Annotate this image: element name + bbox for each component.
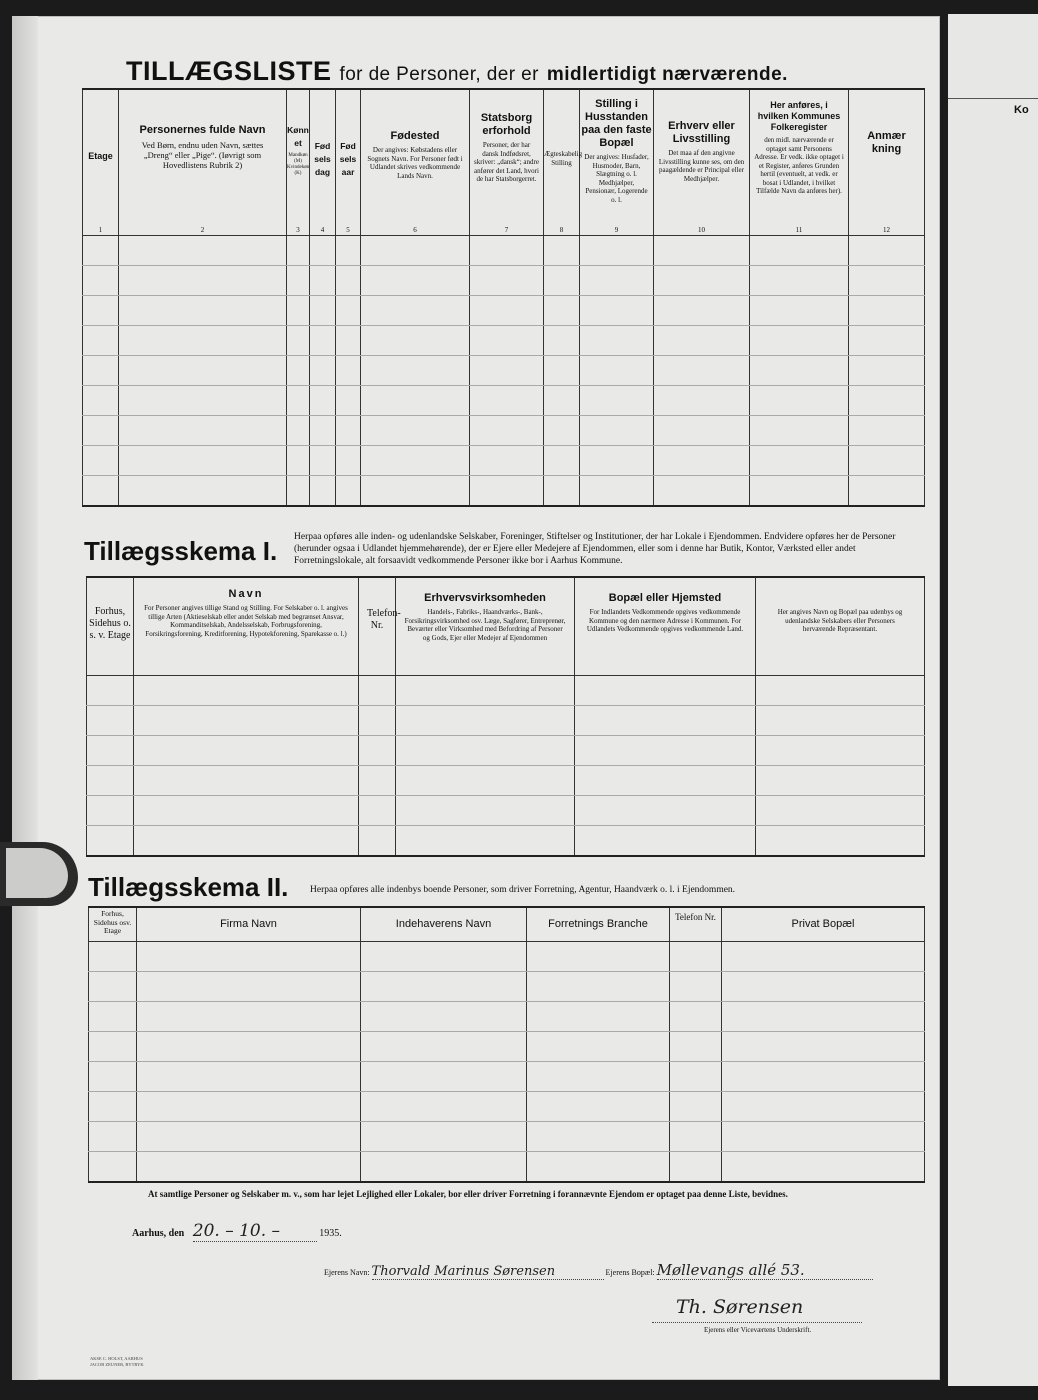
- s1-col-erhverv: Erhvervsvirksomheden Handels-, Fabriks-, Haandværks-, Bank-, Forsikringsvirksomhed osv. Læge, Sagfører, Entreprenør, Beværter eller Virksomhed med Befordring af Personer og Gods, Ejer eller Medejer af Ejendommen: [396, 577, 575, 675]
- signature: Th. Sørensen: [676, 1296, 804, 1318]
- s2-col-bopael: Privat Bopæl: [722, 907, 925, 941]
- s1-col-repraesentant: Her angives Navn og Bopæl paa udenbys og udenlandske Selskabers eller Personers herværende Repræsentant.: [756, 577, 925, 675]
- skema2-intro: Herpaa opføres alle indenbys boende Personer, som driver Forretning, Agentur, Haandværk o. l. i Ejendommen.: [310, 885, 736, 895]
- skema2-title: Tillægsskema II.: [88, 872, 289, 902]
- col-foedselsaar: Fødselsaar 5: [336, 89, 361, 235]
- year-label: 1935.: [319, 1228, 342, 1239]
- table-row[interactable]: [83, 235, 925, 265]
- table-row[interactable]: [87, 765, 925, 795]
- date-line: [132, 1221, 342, 1242]
- s2-col-firma: Firma Navn: [137, 907, 361, 941]
- table-row[interactable]: [89, 1061, 925, 1091]
- table-row[interactable]: [89, 971, 925, 1001]
- col-foedested: Fødested Der angives: Købstadens eller Sognets Navn. For Personer født i Udlandet skrives vedkommende Lands Navn. 6: [361, 89, 470, 235]
- col-stilling: Stilling i Husstanden paa den faste Bopæl Der angives: Husfader, Husmoder, Barn, Slægtning o. l. Medhjælper, Pensionær, Logerende o. l. 9: [580, 89, 654, 235]
- owner-name-label: Ejerens Navn:: [324, 1268, 370, 1277]
- col-erhverv: Erhverv eller Livsstilling Det maa af den angivne Livsstilling kunne ses, om den paagældende er Principal eller Medhjælper. 10: [654, 89, 750, 235]
- col-navn: Personernes fulde Navn Ved Børn, endnu uden Navn, sættes „Dreng“ eller „Pige“. (Iøvrigt som Hovedlistens Rubrik 2) 2: [119, 89, 287, 235]
- col-folkeregister: Her anføres, i hvilken Kommunes Folkeregister den midl. nærværende er optaget samt Personens Adresse. Er vedk. ikke optaget i et Register, anføres Grunden hertil (eventuelt, at vedk. er bosat i Udlandet, i hvilket Tilfælde Navn da anføres her). 11: [750, 89, 849, 235]
- table-row[interactable]: [87, 705, 925, 735]
- s2-col-indehaver: Indehaverens Navn: [361, 907, 527, 941]
- s2-col-etage: Forhus, Sidehus osv. Etage: [89, 907, 137, 941]
- skema1-title: Tillægsskema I.: [84, 536, 278, 566]
- table-row[interactable]: [83, 385, 925, 415]
- table-row[interactable]: [89, 1091, 925, 1121]
- s1-col-navn: Navn For Personer angives tillige Stand og Stilling. For Selskaber o. l. angives tillige Arten (Aktieselskab eller andet Selskab med begrænset Ansvar, Kommanditselskab, Andelsselskab, Forbrugsforening, Forsikringsforening, Kreditforening, Hypotekforening, Sparekasse o. l.): [134, 577, 359, 675]
- s1-col-bopael: Bopæl eller Hjemsted For Indlandets Vedkommende opgives vedkommende Kommune og den nærmere Adresse i Kommunen. For Udlandets Vedkommende opgives vedkommende Land.: [575, 577, 756, 675]
- table-row[interactable]: [87, 735, 925, 765]
- col-statsborger: Statsborgerforhold Personer, der har dansk Indfødsret, skriver: „dansk“; andre anfører det Land, hvori de har Statsborgerret. 7: [470, 89, 544, 235]
- table-row[interactable]: [83, 295, 925, 325]
- signature-line: [652, 1322, 862, 1323]
- signature-label: Ejerens eller Viceværtens Underskrift.: [704, 1326, 812, 1334]
- table-row[interactable]: [89, 1031, 925, 1061]
- title-rest: for de Personer, der er: [339, 64, 539, 85]
- table-row[interactable]: [87, 825, 925, 856]
- adjacent-page-fragment: Ko: [1014, 104, 1029, 116]
- page-title: [126, 56, 788, 87]
- table-row[interactable]: [83, 415, 925, 445]
- owner-name: Thorvald Marinus Sørensen: [372, 1264, 604, 1280]
- col-aegteskab: Ægteskabelig Stilling 8: [544, 89, 580, 235]
- table-row[interactable]: [89, 1001, 925, 1031]
- table-row[interactable]: [87, 675, 925, 705]
- date-handwritten: 20. – 10. –: [193, 1221, 317, 1242]
- table-row[interactable]: [89, 941, 925, 971]
- table-row[interactable]: [83, 265, 925, 295]
- table-row[interactable]: [89, 1151, 925, 1182]
- table-row[interactable]: [83, 475, 925, 506]
- owner-address: Møllevangs allé 53.: [657, 1261, 873, 1280]
- s1-col-etage: Forhus, Sidehus o. s. v. Etage: [87, 577, 134, 675]
- title-main: TILLÆGSLISTE: [126, 56, 332, 86]
- owner-address-label: Ejerens Bopæl:: [605, 1268, 655, 1277]
- thumb: [0, 842, 78, 906]
- title-bold: midlertidigt nærværende.: [546, 64, 788, 85]
- table-row[interactable]: [83, 355, 925, 385]
- skema2-table: [88, 906, 925, 1183]
- s2-col-telefon: Telefon Nr.: [670, 907, 722, 941]
- col-anmaerkning: Anmærkning 12: [849, 89, 925, 235]
- table-row[interactable]: [83, 325, 925, 355]
- table-row[interactable]: [83, 445, 925, 475]
- col-foedselsdag: Fødselsdag 4: [310, 89, 336, 235]
- table-row[interactable]: [89, 1121, 925, 1151]
- place-label: Aarhus, den: [132, 1228, 185, 1239]
- col-koennet: Kønnet Mandkøn (M) Kvindekøn (K) 3: [287, 89, 310, 235]
- col-etage: Etage 1: [83, 89, 119, 235]
- adjacent-page-rule: [948, 98, 1038, 99]
- main-table: [82, 88, 925, 507]
- form-page: [12, 16, 940, 1380]
- skema1-intro: Herpaa opføres alle inden- og udenlandske Selskaber, Foreninger, Stiftelser og Institutioner, der har Lokale i Ejendommen. Endvidere opføres her de Personer (herunder ogsaa i Udlandet hjemmehørende), der er Ejere eller Medejere af Ejendommen, eller som i denne har Butik, Kontor, Værksted eller andet Forretningslokale, alt forsaavidt vedkommende Personer ikke bor i Aarhus Kommune.: [294, 532, 896, 566]
- s1-col-telefon: Telefon-Nr.: [359, 577, 396, 675]
- page-spine: [12, 16, 38, 1380]
- adjacent-page: [948, 14, 1038, 1386]
- printer-mark: AKSE C. HOLST, AARHUS JACOB ZEUNER, BYTRYK: [90, 1356, 144, 1367]
- s2-col-branche: Forretnings Branche: [527, 907, 670, 941]
- owner-line: [324, 1261, 873, 1280]
- table-row[interactable]: [87, 795, 925, 825]
- skema1-table: [86, 576, 925, 857]
- declaration-text: At samtlige Personer og Selskaber m. v., som har lejet Lejlighed eller Lokaler, bor eller driver Forretning i forannævnte Ejendom er optaget paa denne Liste, bevidnes.: [148, 1189, 788, 1199]
